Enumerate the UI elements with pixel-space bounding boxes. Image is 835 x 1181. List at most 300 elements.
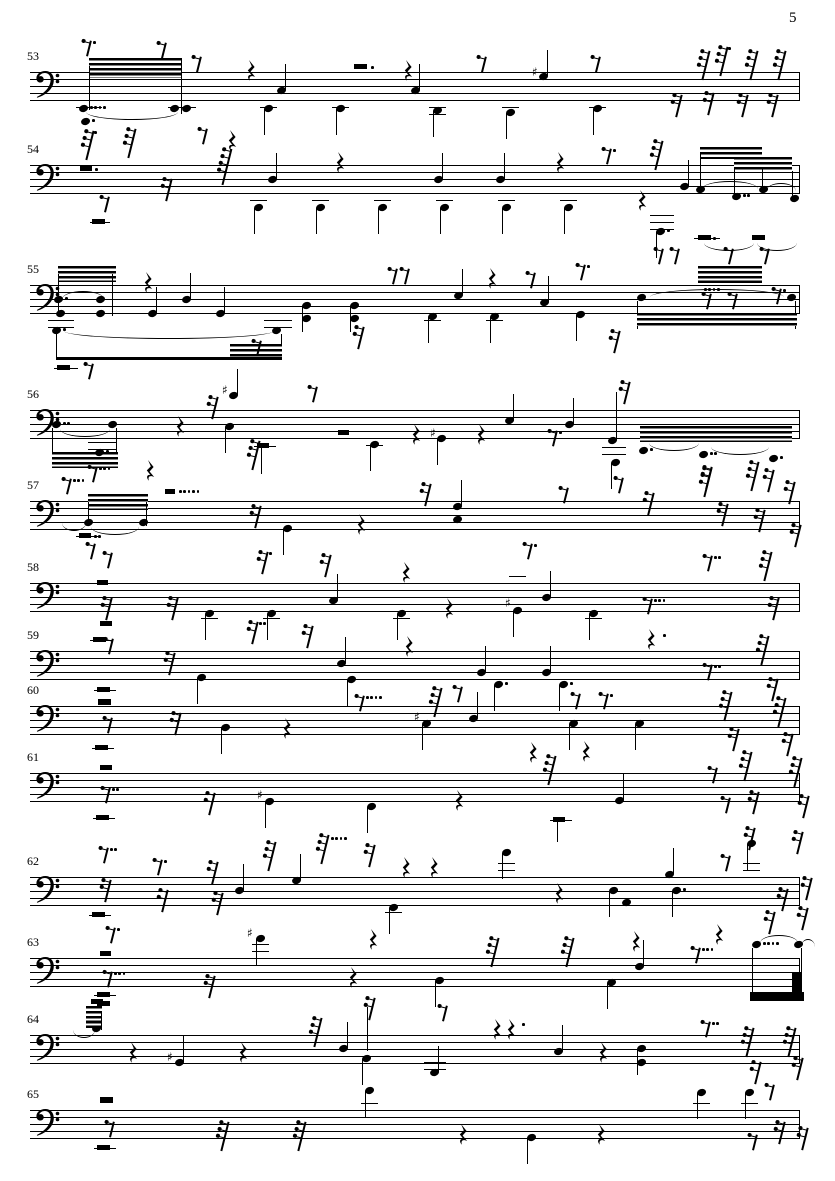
stem bbox=[461, 480, 462, 506]
rest bbox=[756, 550, 777, 582]
ledger-line bbox=[88, 442, 116, 443]
staff-line bbox=[30, 1124, 800, 1125]
staff-line bbox=[30, 905, 800, 906]
quarter-rest bbox=[128, 1042, 139, 1065]
augmentation-dots bbox=[164, 860, 170, 864]
rest bbox=[166, 711, 185, 737]
bass-clef-icon bbox=[35, 1033, 61, 1065]
rest-block bbox=[100, 951, 111, 956]
stem bbox=[190, 273, 191, 299]
measure-number: 65 bbox=[27, 1087, 39, 1101]
quarter-rest bbox=[454, 790, 465, 813]
stem bbox=[243, 864, 244, 890]
rest bbox=[449, 685, 466, 704]
augmentation-dots bbox=[95, 168, 101, 172]
note-head bbox=[789, 194, 800, 203]
quarter-rest bbox=[554, 883, 565, 906]
staff-line bbox=[30, 1056, 800, 1057]
stem bbox=[112, 274, 113, 316]
bass-clef-icon bbox=[35, 163, 61, 195]
rest bbox=[763, 93, 782, 119]
staff-line bbox=[30, 727, 800, 728]
rest bbox=[794, 794, 813, 820]
rest bbox=[696, 466, 717, 498]
stem bbox=[428, 317, 429, 343]
staff-line bbox=[30, 611, 800, 612]
rest-block bbox=[553, 817, 565, 822]
sharp-icon: ♯ bbox=[414, 710, 420, 724]
barline bbox=[799, 583, 800, 612]
rest bbox=[100, 637, 117, 656]
staff-line bbox=[30, 965, 800, 966]
stem bbox=[609, 891, 610, 917]
rest-block bbox=[100, 621, 112, 626]
rest bbox=[724, 727, 743, 753]
augmentation-dots bbox=[534, 544, 540, 548]
rest bbox=[759, 468, 778, 494]
augmentation-dots bbox=[728, 47, 734, 51]
stem bbox=[792, 171, 793, 197]
rest bbox=[694, 49, 715, 81]
quarter-rest bbox=[581, 741, 592, 764]
rest bbox=[736, 750, 757, 782]
stem bbox=[256, 939, 257, 965]
rest bbox=[120, 127, 141, 159]
stem bbox=[623, 774, 624, 800]
staff-line bbox=[30, 79, 800, 80]
measure-number: 53 bbox=[27, 49, 39, 63]
augmentation-dots bbox=[371, 66, 377, 70]
rest-block bbox=[57, 365, 70, 370]
rest bbox=[793, 1126, 812, 1152]
stem bbox=[672, 891, 673, 917]
staff-line bbox=[30, 651, 800, 652]
stem bbox=[101, 1012, 102, 1030]
rest bbox=[434, 1004, 451, 1023]
rest bbox=[717, 796, 734, 815]
staff-line bbox=[30, 958, 800, 959]
bass-clef-icon bbox=[35, 704, 61, 736]
rest-block bbox=[97, 580, 108, 585]
measure-number: 55 bbox=[27, 262, 39, 276]
stem bbox=[347, 1022, 348, 1048]
ledger-line bbox=[650, 215, 674, 216]
stem bbox=[513, 611, 514, 637]
rest bbox=[349, 325, 368, 351]
quarter-rest bbox=[404, 636, 415, 659]
rest bbox=[647, 139, 668, 171]
barline bbox=[799, 285, 800, 314]
quarter-rest bbox=[555, 152, 566, 175]
bass-clef-icon bbox=[35, 70, 61, 102]
staff-line bbox=[30, 604, 800, 605]
rest bbox=[153, 41, 170, 60]
rest bbox=[567, 692, 584, 711]
stem bbox=[513, 394, 514, 420]
rest-block bbox=[752, 235, 765, 240]
staff-line bbox=[30, 590, 800, 591]
rest-block bbox=[97, 1145, 110, 1150]
stem bbox=[362, 1059, 363, 1085]
stem bbox=[490, 317, 491, 343]
staff-line bbox=[30, 1131, 800, 1132]
rest bbox=[96, 878, 115, 904]
note-head bbox=[768, 454, 779, 463]
stem bbox=[265, 802, 266, 828]
staff-line bbox=[30, 1110, 800, 1111]
rest bbox=[756, 247, 773, 266]
quarter-rest bbox=[145, 460, 156, 483]
augmentation-dots bbox=[587, 265, 593, 269]
stem bbox=[494, 685, 495, 711]
rest bbox=[80, 362, 97, 381]
rest-block bbox=[56, 357, 282, 360]
stem bbox=[437, 439, 438, 465]
beam bbox=[640, 426, 792, 442]
rest bbox=[82, 542, 99, 561]
ledger-line bbox=[602, 454, 626, 455]
measure-number: 59 bbox=[27, 628, 39, 642]
augmentation-dots bbox=[683, 888, 689, 892]
stem bbox=[422, 724, 423, 750]
rest bbox=[99, 716, 116, 735]
rest bbox=[650, 247, 667, 266]
measure-number: 61 bbox=[27, 750, 39, 764]
slur bbox=[73, 1030, 95, 1038]
ledger-line bbox=[312, 200, 329, 201]
stem bbox=[221, 728, 222, 754]
measure-number: 58 bbox=[27, 560, 39, 574]
quarter-rest bbox=[238, 1042, 249, 1065]
augmentation-dots bbox=[559, 431, 565, 435]
note-head bbox=[95, 309, 106, 318]
sharp-icon: ♯ bbox=[532, 65, 538, 79]
stem bbox=[367, 807, 368, 833]
beam bbox=[52, 452, 118, 468]
staff-line bbox=[30, 1063, 800, 1064]
quarter-rest bbox=[714, 924, 725, 947]
slur bbox=[60, 429, 110, 437]
staff-line bbox=[30, 773, 800, 774]
stem bbox=[550, 571, 551, 597]
stem bbox=[440, 208, 441, 234]
sharp-icon: ♯ bbox=[257, 788, 263, 802]
rest-block bbox=[95, 745, 108, 750]
rest bbox=[699, 91, 718, 117]
measure-number: 63 bbox=[27, 935, 39, 949]
rest bbox=[360, 843, 379, 869]
rest bbox=[717, 854, 734, 873]
rest bbox=[163, 596, 182, 622]
stem bbox=[316, 208, 317, 234]
staff-line bbox=[30, 410, 800, 411]
rest bbox=[615, 380, 634, 406]
rest bbox=[157, 177, 176, 203]
rest bbox=[793, 906, 812, 932]
rest bbox=[522, 271, 539, 290]
measure-number: 62 bbox=[27, 854, 39, 868]
quarter-rest bbox=[175, 416, 186, 439]
rest bbox=[667, 93, 686, 119]
bass-clef-icon bbox=[35, 499, 61, 531]
ledger-line bbox=[650, 222, 674, 223]
augmentation-dots bbox=[114, 972, 129, 976]
rest bbox=[208, 891, 227, 917]
rest bbox=[788, 1056, 807, 1082]
quarter-rest bbox=[282, 718, 293, 741]
staff-line bbox=[30, 794, 800, 795]
ledger-line bbox=[509, 576, 526, 577]
stem bbox=[438, 1046, 439, 1072]
rest bbox=[761, 1083, 778, 1102]
barline bbox=[799, 165, 800, 194]
rest bbox=[96, 195, 113, 214]
sharp-icon: ♯ bbox=[505, 596, 511, 610]
barline bbox=[799, 651, 800, 680]
augmentation-dots bbox=[117, 928, 123, 932]
augmentation-dots bbox=[522, 1023, 528, 1027]
quarter-rest bbox=[444, 598, 455, 621]
rest bbox=[306, 1016, 327, 1048]
rest-block bbox=[792, 972, 801, 994]
bass-clef-icon bbox=[35, 771, 61, 803]
augmentation-dots bbox=[366, 696, 386, 700]
staff-line bbox=[30, 1049, 800, 1050]
stem bbox=[502, 208, 503, 234]
rest bbox=[786, 523, 805, 549]
quarter-rest bbox=[429, 857, 440, 880]
rest bbox=[298, 624, 317, 650]
stem bbox=[300, 854, 301, 880]
staff-line bbox=[30, 884, 800, 885]
stem bbox=[261, 448, 262, 474]
stem bbox=[502, 853, 503, 879]
staff-line bbox=[30, 679, 800, 680]
stem bbox=[197, 678, 198, 704]
sharp-icon: ♯ bbox=[430, 426, 436, 440]
quarter-rest bbox=[458, 1124, 469, 1147]
bass-clef-icon bbox=[35, 1108, 61, 1140]
rest bbox=[194, 127, 211, 146]
staff-line bbox=[30, 1138, 800, 1139]
rest-block bbox=[97, 687, 110, 692]
ledger-line bbox=[250, 200, 267, 201]
rest bbox=[770, 49, 791, 81]
rest-block bbox=[97, 992, 110, 997]
staff-line bbox=[30, 1035, 800, 1036]
staff-line bbox=[30, 780, 800, 781]
rest bbox=[713, 502, 732, 528]
stem bbox=[573, 398, 574, 424]
augmentation-dots bbox=[570, 682, 576, 686]
stem bbox=[89, 66, 90, 110]
stem bbox=[462, 269, 463, 295]
staff-line bbox=[30, 306, 800, 307]
beam bbox=[88, 494, 148, 510]
augmentation-dots bbox=[269, 552, 275, 556]
measure-number: 64 bbox=[27, 1012, 39, 1026]
augmentation-dots bbox=[613, 149, 619, 153]
slur bbox=[64, 331, 274, 339]
slur bbox=[91, 527, 139, 535]
note-head bbox=[698, 450, 709, 459]
staff-line bbox=[30, 529, 800, 530]
augmentation-dots bbox=[112, 788, 123, 792]
augmentation-dots bbox=[90, 106, 110, 110]
stem bbox=[285, 64, 286, 90]
stem bbox=[225, 427, 226, 453]
rest bbox=[203, 860, 222, 886]
rest bbox=[316, 553, 335, 579]
stem bbox=[697, 1093, 698, 1119]
rest bbox=[742, 49, 763, 81]
stem bbox=[370, 445, 371, 471]
stem bbox=[589, 614, 590, 640]
stem bbox=[548, 276, 549, 302]
rest bbox=[101, 1120, 118, 1139]
rest-block bbox=[698, 235, 711, 240]
augmentation-dots bbox=[654, 599, 669, 603]
rest bbox=[778, 732, 797, 758]
rest bbox=[704, 766, 721, 785]
note-head bbox=[80, 117, 91, 126]
measure-number: 60 bbox=[27, 683, 39, 697]
stem bbox=[237, 369, 238, 395]
bass-clef-icon bbox=[35, 875, 61, 907]
stem bbox=[254, 208, 255, 234]
staff-line bbox=[30, 658, 800, 659]
quarter-rest bbox=[492, 1019, 503, 1042]
note-head bbox=[638, 446, 649, 455]
staff-line bbox=[30, 1042, 800, 1043]
quarter-rest bbox=[356, 514, 367, 537]
stem bbox=[562, 1025, 563, 1051]
quarter-rest bbox=[368, 929, 379, 952]
rest bbox=[720, 247, 737, 266]
rest bbox=[786, 756, 807, 788]
stem bbox=[419, 64, 420, 90]
augmentation-dots bbox=[179, 490, 203, 494]
rest bbox=[396, 267, 413, 286]
rest-block bbox=[92, 219, 105, 224]
quarter-rest bbox=[348, 967, 359, 990]
bass-clef-icon bbox=[35, 581, 61, 613]
rest bbox=[473, 55, 490, 74]
staff-line bbox=[30, 734, 800, 735]
stem bbox=[397, 614, 398, 640]
staff-line bbox=[30, 665, 800, 666]
stem bbox=[504, 153, 505, 179]
stem bbox=[276, 153, 277, 179]
barline bbox=[799, 72, 800, 101]
ledger-line bbox=[374, 200, 391, 201]
quarter-rest bbox=[401, 857, 412, 880]
stem bbox=[616, 392, 617, 440]
quarter-rest bbox=[646, 629, 657, 652]
stem bbox=[506, 113, 507, 139]
stem bbox=[752, 948, 753, 994]
staff-line bbox=[30, 877, 800, 878]
staff-line bbox=[30, 299, 800, 300]
stem bbox=[576, 315, 577, 341]
stem bbox=[635, 724, 636, 750]
staff-line bbox=[30, 1117, 800, 1118]
rest-block bbox=[100, 765, 112, 770]
quarter-rest bbox=[143, 272, 154, 295]
beam bbox=[89, 58, 182, 78]
rest bbox=[764, 596, 783, 622]
rest bbox=[760, 910, 779, 936]
augmentation-dots bbox=[713, 237, 719, 241]
stem bbox=[389, 908, 390, 934]
rest-block bbox=[92, 912, 105, 917]
rest-block bbox=[354, 64, 367, 69]
stem bbox=[477, 692, 478, 718]
sharp-icon: ♯ bbox=[167, 1050, 173, 1064]
stem bbox=[564, 208, 565, 234]
beam bbox=[698, 266, 762, 283]
beam bbox=[58, 266, 116, 282]
rest bbox=[304, 385, 321, 404]
rest-block bbox=[79, 533, 91, 538]
measure-number: 54 bbox=[27, 142, 39, 156]
slur bbox=[649, 443, 699, 451]
augmentation-dots bbox=[92, 119, 98, 123]
ledger-line bbox=[602, 447, 626, 448]
bass-clef-icon bbox=[35, 649, 61, 681]
augmentation-dots bbox=[663, 634, 669, 638]
staff-line bbox=[30, 672, 800, 673]
staff-line bbox=[30, 787, 800, 788]
rest bbox=[610, 476, 627, 495]
stem bbox=[607, 983, 608, 1009]
stem bbox=[345, 637, 346, 663]
staff-line bbox=[30, 986, 800, 987]
augmentation-dots bbox=[93, 41, 99, 45]
stem bbox=[378, 208, 379, 234]
quarter-rest bbox=[403, 60, 414, 83]
augmentation-dots bbox=[99, 467, 114, 471]
stem bbox=[337, 574, 338, 600]
stem bbox=[264, 109, 265, 135]
stem bbox=[347, 680, 348, 706]
rest bbox=[260, 840, 281, 872]
stem bbox=[435, 981, 436, 1007]
measure-number: 56 bbox=[27, 387, 39, 401]
rest bbox=[753, 634, 774, 666]
beam bbox=[86, 1006, 102, 1028]
staff-line bbox=[30, 193, 800, 194]
sharp-icon: ♯ bbox=[247, 926, 253, 940]
augmentation-dots bbox=[63, 422, 74, 426]
slur bbox=[760, 935, 798, 943]
rest-block bbox=[257, 443, 269, 448]
augmentation-dots bbox=[94, 535, 105, 539]
rest bbox=[605, 329, 624, 355]
note-head bbox=[607, 436, 618, 445]
stem bbox=[433, 111, 434, 137]
augmentation-dots bbox=[106, 450, 112, 454]
stem bbox=[283, 529, 284, 555]
stem bbox=[547, 50, 548, 76]
rest-block bbox=[98, 699, 111, 705]
staff-line bbox=[30, 583, 800, 584]
quarter-rest bbox=[631, 931, 642, 954]
ledger-line bbox=[264, 320, 292, 321]
slur bbox=[650, 289, 784, 297]
sharp-icon: ♯ bbox=[222, 383, 228, 397]
augmentation-dots bbox=[331, 837, 351, 841]
